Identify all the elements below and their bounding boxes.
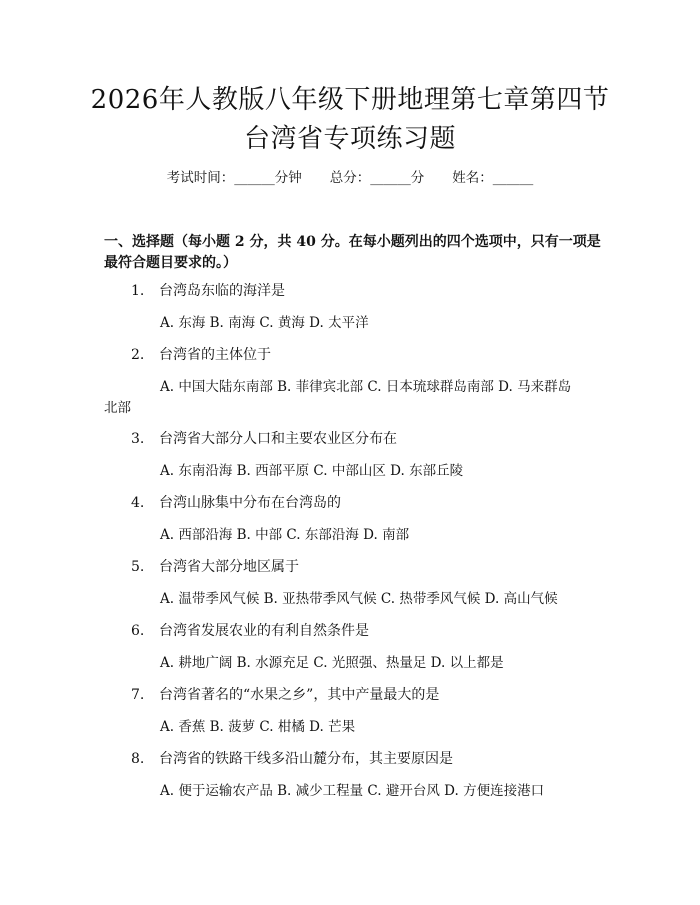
question-text: 台湾省大部分地区属于: [159, 559, 299, 575]
question-text: 台湾省发展农业的有利自然条件是: [159, 623, 369, 639]
question-stem: [131, 430, 397, 448]
question-text: 台湾岛东临的海洋是: [159, 283, 285, 299]
question-number: 7.: [131, 687, 145, 703]
question-stem: [131, 346, 271, 364]
question-stem: [131, 282, 285, 300]
question-options: A. 中国大陆东南部 B. 菲律宾北部 C. 日本琉球群岛南部 D. 马来群岛: [160, 379, 572, 395]
exam-time-field: 考试时间：______分钟: [166, 170, 302, 186]
question-options: A. 温带季风气候 B. 亚热带季风气候 C. 热带季风气候 D. 高山气候: [160, 591, 558, 607]
name-field: 姓名：______: [452, 170, 534, 186]
question-stem: [131, 494, 341, 512]
exam-subtitle: 台湾省专项练习题: [243, 124, 456, 154]
question-options: A. 耕地广阔 B. 水源充足 C. 光照强、热量足 D. 以上都是: [160, 655, 504, 671]
question-stem: [131, 686, 439, 704]
exam-info: [0, 169, 700, 187]
question-stem: [131, 558, 299, 576]
question-options: A. 便于运输农产品 B. 减少工程量 C. 避开台风 D. 方便连接港口: [160, 783, 545, 799]
question-stem: [131, 750, 453, 768]
question-text: 台湾山脉集中分布在台湾岛的: [159, 495, 341, 511]
question-number: 3.: [131, 431, 145, 447]
question-text: 台湾省著名的“水果之乡”，其中产量最大的是: [159, 687, 440, 703]
question-number: 4.: [131, 495, 145, 511]
question-options: A. 东海 B. 南海 C. 黄海 D. 太平洋: [160, 315, 369, 331]
exam-title: 2026年人教版八年级下册地理第七章第四节: [90, 85, 610, 115]
question-number: 1.: [131, 283, 145, 299]
question-text: 台湾省大部分人口和主要农业区分布在: [159, 431, 397, 447]
question-options: A. 香蕉 B. 菠萝 C. 柑橘 D. 芒果: [160, 719, 356, 735]
question-number: 5.: [131, 559, 145, 575]
question-number: 8.: [131, 751, 145, 767]
question-text: 台湾省的铁路干线多沿山麓分布，其主要原因是: [159, 751, 453, 767]
question-text: 台湾省的主体位于: [159, 347, 271, 363]
question-number: 2.: [131, 347, 145, 363]
question-stem: [131, 622, 369, 640]
question-options: A. 东南沿海 B. 西部平原 C. 中部山区 D. 东部丘陵: [160, 463, 464, 479]
total-score-field: 总分：______分: [329, 170, 425, 186]
question-options-wrap: 北部: [104, 400, 131, 416]
question-number: 6.: [131, 623, 145, 639]
question-options: A. 西部沿海 B. 中部 C. 东部沿海 D. 南部: [160, 527, 410, 543]
section-heading: 一、选择题（每小题 2 分，共 40 分。在每小题列出的四个选项中，只有一项是最符合题目要求的。）: [104, 234, 601, 271]
